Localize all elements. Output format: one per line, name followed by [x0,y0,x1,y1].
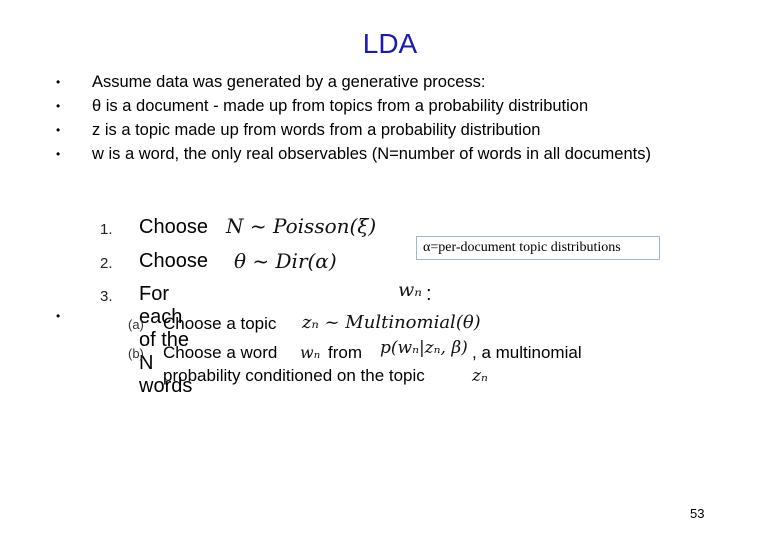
bullet-text: w is a word, the only real observables (N=number of words in all documents) [92,144,651,163]
bullet-glyph: • [56,123,61,137]
page-number: 53 [690,506,705,521]
step-math: N ~ Poisson(ξ) [226,214,377,238]
bullet-item [56,70,651,94]
substep-math: zₙ ~ Multinomial(θ) [302,312,481,333]
slide-title: LDA [362,28,418,59]
step-suffix: : [426,283,432,305]
bullet-glyph: • [56,147,61,161]
step-text: Choose [139,250,208,272]
substep-label: (b) [128,346,144,361]
step-number: 2. [100,255,113,272]
substep-math: p(wₙ|zₙ, β) [380,338,468,358]
bullet-text: Assume data was generated by a generative process: [92,72,486,91]
bullet-glyph: • [56,99,61,113]
step-text: For each of the N words [139,283,193,397]
bullet-item [56,94,651,118]
substep-text: Choose a topic [163,314,277,333]
substep-math: zₙ [472,366,488,386]
step-number: 3. [100,288,113,305]
bullet-item [56,118,651,142]
step-number: 1. [100,221,113,238]
substep-text: Choose a word [163,343,278,362]
bullet-text: z is a topic made up from words from a probability distribution [92,120,541,139]
step-math: θ ~ Dir(α) [234,249,337,273]
bullet-glyph: • [56,75,61,89]
bullet-item [56,142,651,166]
substep-text: from [328,343,362,362]
substep-label: (a) [128,317,144,332]
bullet-text: θ is a document - made up from topics from a probability distribution [92,96,589,115]
bullet-list [56,70,651,166]
empty-bullet-glyph: • [56,309,61,323]
substep-math: wₙ [300,343,321,362]
step-math: wₙ [398,279,422,301]
step-text: Choose [139,216,208,238]
substep-text: , a multinomial [472,343,582,362]
substep-text: probability conditioned on the topic [163,366,425,385]
alpha-annotation-box: α=per-document topic distributions [416,236,660,260]
